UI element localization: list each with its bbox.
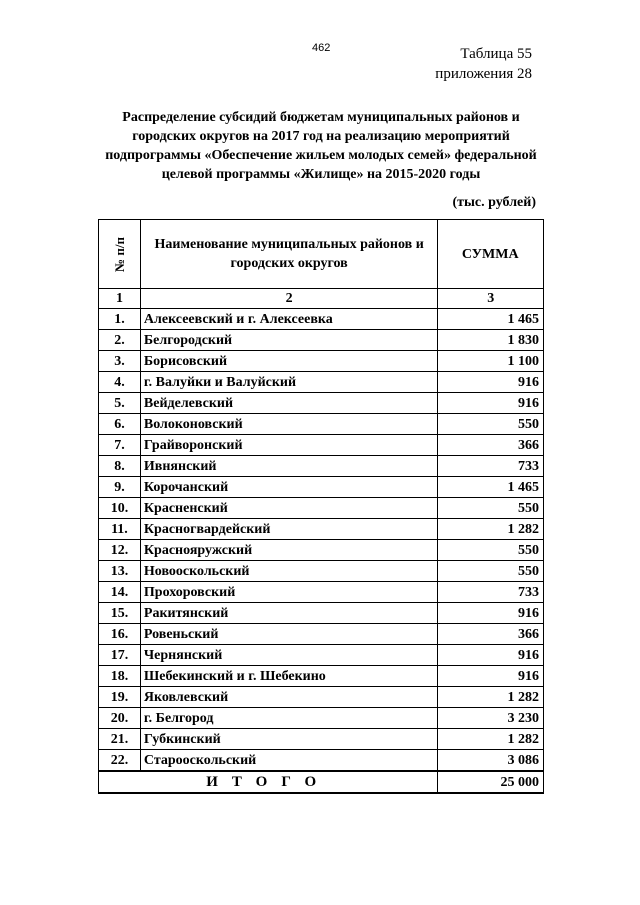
row-number: 5. (99, 393, 141, 414)
table-row (99, 414, 544, 435)
row-district-name: Грайворонский (140, 435, 437, 456)
header-num-cell (99, 220, 141, 289)
row-district-name: Ракитянский (140, 603, 437, 624)
row-number: 2. (99, 330, 141, 351)
row-number: 11. (99, 519, 141, 540)
row-number: 16. (99, 624, 141, 645)
row-number: 21. (99, 729, 141, 750)
attachment-reference (435, 44, 532, 84)
table-row (99, 393, 544, 414)
table-row (99, 456, 544, 477)
row-number: 9. (99, 477, 141, 498)
table-row (99, 645, 544, 666)
table-row (99, 666, 544, 687)
row-number: 10. (99, 498, 141, 519)
row-district-name: г. Валуйки и Валуйский (140, 372, 437, 393)
row-district-name: Белгородский (140, 330, 437, 351)
table-row (99, 708, 544, 729)
row-sum: 733 (438, 582, 544, 603)
row-district-name: Шебекинский и г. Шебекино (140, 666, 437, 687)
row-number: 17. (99, 645, 141, 666)
title-line: городских округов на 2017 год на реализацию мероприятий (132, 129, 510, 144)
table-row (99, 351, 544, 372)
row-district-name: Губкинский (140, 729, 437, 750)
table-row (99, 372, 544, 393)
row-sum: 1 465 (438, 477, 544, 498)
table-row (99, 729, 544, 750)
row-district-name: Чернянский (140, 645, 437, 666)
row-sum: 1 465 (438, 309, 544, 330)
row-number: 13. (99, 561, 141, 582)
row-sum: 916 (438, 372, 544, 393)
title-line: подпрограммы «Обеспечение жильем молодых семей» федеральной (105, 148, 537, 163)
row-number: 12. (99, 540, 141, 561)
row-district-name: Новооскольский (140, 561, 437, 582)
row-district-name: Борисовский (140, 351, 437, 372)
row-district-name: г. Белгород (140, 708, 437, 729)
total-label: ИТОГО (99, 771, 438, 793)
title-line: целевой программы «Жилище» на 2015-2020 годы (161, 167, 481, 182)
row-sum: 916 (438, 603, 544, 624)
table-row (99, 330, 544, 351)
row-district-name: Яковлевский (140, 687, 437, 708)
header-name: Наименование муниципальных районов и городских округов (140, 220, 437, 289)
row-sum: 733 (438, 456, 544, 477)
row-sum: 550 (438, 561, 544, 582)
title-line: Распределение субсидий бюджетам муниципальных районов и (122, 110, 520, 125)
table-row (99, 519, 544, 540)
row-district-name: Старооскольский (140, 750, 437, 772)
table-row (99, 687, 544, 708)
row-number: 20. (99, 708, 141, 729)
row-sum: 3 230 (438, 708, 544, 729)
attachment-appendix-label: приложения 28 (435, 66, 532, 82)
total-row (99, 771, 544, 793)
row-sum: 916 (438, 393, 544, 414)
table-row (99, 477, 544, 498)
row-sum: 1 282 (438, 729, 544, 750)
page-number: 462 (312, 42, 331, 54)
row-sum: 916 (438, 645, 544, 666)
row-district-name: Красногвардейский (140, 519, 437, 540)
row-district-name: Вейделевский (140, 393, 437, 414)
row-district-name: Краснояружский (140, 540, 437, 561)
row-sum: 1 282 (438, 519, 544, 540)
row-sum: 550 (438, 540, 544, 561)
row-number: 15. (99, 603, 141, 624)
table-row (99, 498, 544, 519)
table-row (99, 624, 544, 645)
row-number: 6. (99, 414, 141, 435)
row-sum: 366 (438, 624, 544, 645)
table-row (99, 540, 544, 561)
table-body (99, 309, 544, 772)
row-sum: 1 282 (438, 687, 544, 708)
row-sum: 916 (438, 666, 544, 687)
header-sum: СУММА (438, 220, 544, 289)
column-number: 3 (438, 289, 544, 309)
table-row (99, 582, 544, 603)
row-sum: 1 100 (438, 351, 544, 372)
header-num: № п/п (111, 236, 127, 272)
table-row (99, 309, 544, 330)
row-number: 22. (99, 750, 141, 772)
row-district-name: Красненский (140, 498, 437, 519)
row-sum: 366 (438, 435, 544, 456)
row-sum: 1 830 (438, 330, 544, 351)
table-header-row (99, 220, 544, 289)
row-number: 14. (99, 582, 141, 603)
subsidy-table (98, 219, 544, 794)
column-numbers-row (99, 289, 544, 309)
total-sum: 25 000 (438, 771, 544, 793)
row-sum: 3 086 (438, 750, 544, 772)
row-number: 7. (99, 435, 141, 456)
row-number: 1. (99, 309, 141, 330)
row-district-name: Ровеньский (140, 624, 437, 645)
row-number: 3. (99, 351, 141, 372)
row-district-name: Волоконовский (140, 414, 437, 435)
units-label: (тыс. рублей) (452, 195, 536, 210)
column-number: 2 (140, 289, 437, 309)
attachment-table-label: Таблица 55 (460, 46, 532, 62)
row-sum: 550 (438, 414, 544, 435)
row-district-name: Алексеевский и г. Алексеевка (140, 309, 437, 330)
row-number: 18. (99, 666, 141, 687)
row-sum: 550 (438, 498, 544, 519)
row-number: 8. (99, 456, 141, 477)
row-number: 4. (99, 372, 141, 393)
row-district-name: Корочанский (140, 477, 437, 498)
column-number: 1 (99, 289, 141, 309)
row-district-name: Прохоровский (140, 582, 437, 603)
table-row (99, 603, 544, 624)
row-number: 19. (99, 687, 141, 708)
row-district-name: Ивнянский (140, 456, 437, 477)
table-row (99, 435, 544, 456)
document-title (98, 108, 544, 184)
table-row (99, 561, 544, 582)
table-row (99, 750, 544, 772)
